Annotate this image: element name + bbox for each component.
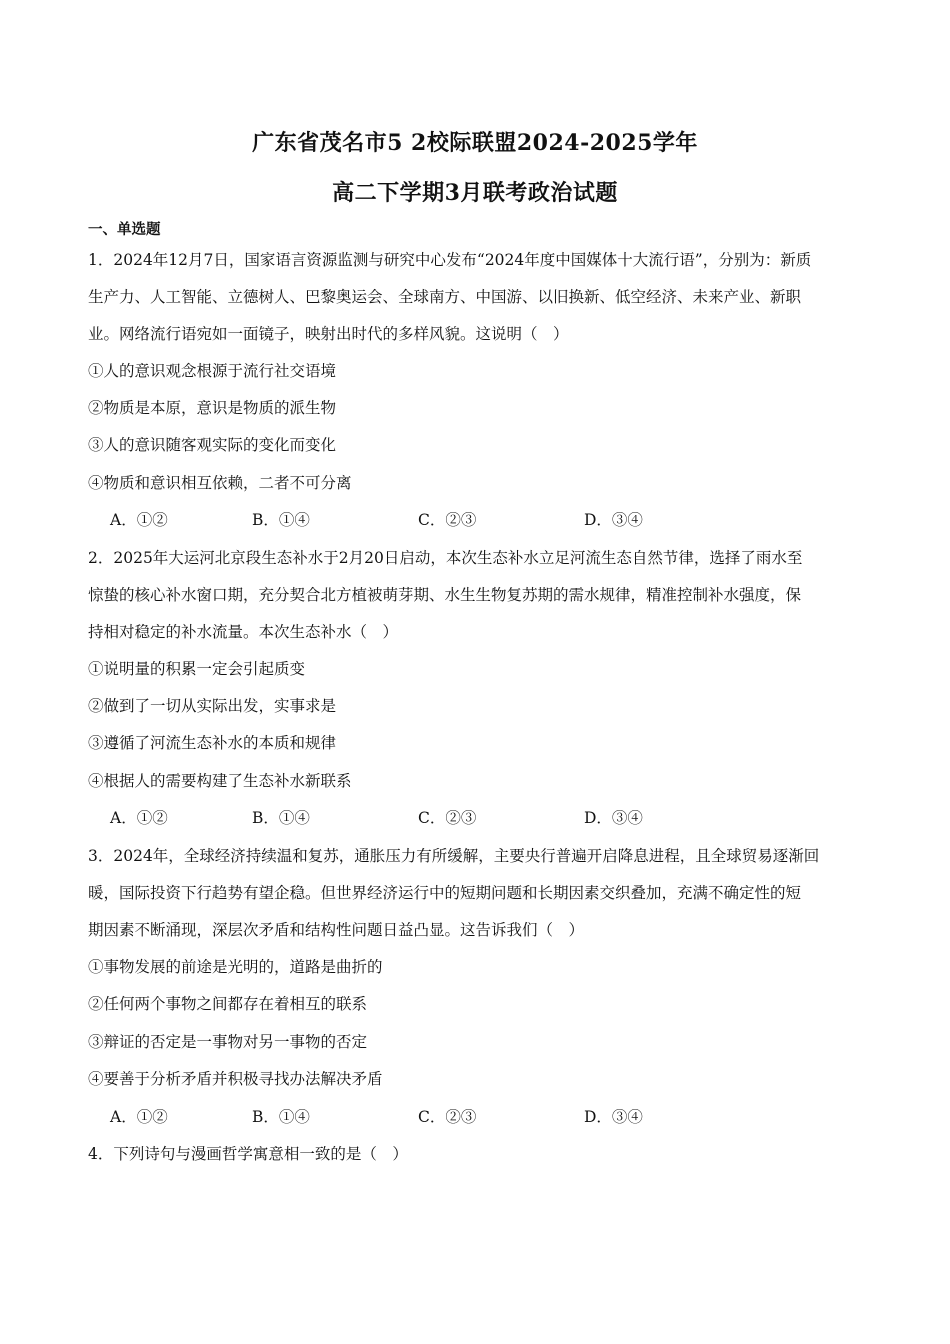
statement-4: ④要善于分析矛盾并积极寻找办法解决矛盾 bbox=[88, 1070, 383, 1088]
question-stem-line: 3．2024年，全球经济持续温和复苏，通胀压力有所缓解，主要央行普遍开启降息进程，且全球贸易逐渐回 bbox=[88, 847, 820, 865]
statement-2: ②做到了一切从实际出发，实事求是 bbox=[88, 697, 337, 715]
statement-2: ②任何两个事物之间都存在着相互的联系 bbox=[88, 995, 368, 1013]
option-a: A．①② bbox=[110, 809, 168, 827]
question-stem-line: 持相对稳定的补水流量。本次生态补水（ ） bbox=[88, 623, 399, 641]
option-b: B．①④ bbox=[252, 1108, 310, 1126]
statement-3: ③辩证的否定是一事物对另一事物的否定 bbox=[88, 1033, 368, 1051]
question-stem-line: 期因素不断涌现，深层次矛盾和结构性问题日益凸显。这告诉我们（ ） bbox=[88, 921, 585, 939]
title-line-2: 高二下学期3月联考政治试题 bbox=[332, 180, 618, 206]
option-c: C．②③ bbox=[418, 809, 477, 827]
option-d: D．③④ bbox=[584, 1108, 643, 1126]
statement-1: ①人的意识观念根源于流行社交语境 bbox=[88, 362, 337, 380]
question-stem-line: 惊蛰的核心补水窗口期，充分契合北方植被萌芽期、水生生物复苏期的需水规律，精准控制补水强度，保 bbox=[88, 586, 802, 604]
statement-3: ③人的意识随客观实际的变化而变化 bbox=[88, 436, 337, 454]
option-c: C．②③ bbox=[418, 1108, 477, 1126]
statement-1: ①事物发展的前途是光明的，道路是曲折的 bbox=[88, 958, 383, 976]
option-d: D．③④ bbox=[584, 809, 643, 827]
question-stem-line: 业。网络流行语宛如一面镜子，映射出时代的多样风貌。这说明（ ） bbox=[88, 325, 569, 343]
question-stem-line: 2．2025年大运河北京段生态补水于2月20日启动，本次生态补水立足河流生态自然节律，选择了雨水至 bbox=[88, 549, 803, 567]
statement-4: ④根据人的需要构建了生态补水新联系 bbox=[88, 772, 352, 790]
statement-2: ②物质是本原，意识是物质的派生物 bbox=[88, 399, 337, 417]
option-b: B．①④ bbox=[252, 511, 310, 529]
statement-3: ③遵循了河流生态补水的本质和规律 bbox=[88, 734, 337, 752]
option-b: B．①④ bbox=[252, 809, 310, 827]
statement-1: ①说明量的积累一定会引起质变 bbox=[88, 660, 306, 678]
question-stem-line: 4．下列诗句与漫画哲学寓意相一致的是（ ） bbox=[88, 1145, 408, 1163]
option-c: C．②③ bbox=[418, 511, 477, 529]
question-stem-line: 生产力、人工智能、立德树人、巴黎奥运会、全球南方、中国游、以旧换新、低空经济、未来产业、新职 bbox=[88, 288, 802, 306]
question-stem-line: 暖，国际投资下行趋势有望企稳。但世界经济运行中的短期问题和长期因素交织叠加，充满不确定性的短 bbox=[88, 884, 802, 902]
option-d: D．③④ bbox=[584, 511, 643, 529]
question-stem-line: 1．2024年12月7日，国家语言资源监测与研究中心发布“2024年度中国媒体十大流行语”，分别为：新质 bbox=[88, 251, 812, 269]
section-heading: 一、单选题 bbox=[88, 221, 161, 238]
option-a: A．①② bbox=[110, 511, 168, 529]
option-a: A．①② bbox=[110, 1108, 168, 1126]
title-line-1: 广东省茂名市5 2校际联盟2024-2025学年 bbox=[252, 130, 698, 156]
statement-4: ④物质和意识相互依赖，二者不可分离 bbox=[88, 474, 352, 492]
